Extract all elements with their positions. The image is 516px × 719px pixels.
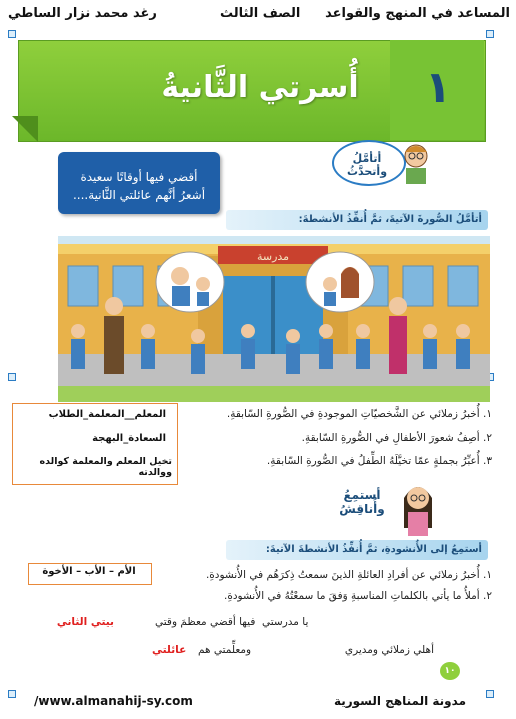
page-marker	[8, 690, 16, 698]
school-sign: مدرسة	[256, 250, 290, 263]
section-label-listen: أستمِعُ وأُناقِشُ	[339, 488, 385, 516]
school-scene-illustration	[58, 236, 490, 402]
lesson-title: أُسرتي الثَّانيةُ	[161, 70, 359, 105]
poem-text: يا مدرستي	[262, 616, 309, 628]
page-marker	[486, 30, 494, 38]
poem-answer: عائلتي	[152, 644, 187, 656]
list-item: ١. أُخبرُ زملائي عن أفرادِ العائلةِ الذينَ سمعتُ ذِكرَهُم في الأُنشودةِ.	[205, 569, 492, 581]
list-item: ٣. أُعبِّرُ بجملةٍ عمّا تخيَّلَهُ الطِّفلُ في الصُّورةِ السّابقةِ.	[266, 455, 492, 467]
girl-character-icon	[398, 478, 438, 536]
list-item: ٢. أصِفُ شعورَ الأطفالِ في الصُّورةِ السّابقةِ.	[301, 432, 492, 444]
page-number: ١٠	[440, 662, 460, 680]
instruction-text: أستمِعُ إلى الأُنشودةِ، ثمَّ أُنفِّذُ الأنشطةَ الآتيةَ:	[265, 544, 482, 555]
poem-text: ومعلِّمتي هم	[198, 644, 252, 656]
poem-text: فيها أقضي معظمَ وقتي	[155, 616, 256, 628]
boy-character-icon	[398, 140, 434, 184]
poem-answer: بيتي الثاني	[56, 616, 114, 628]
instruction-text: أتأمَّلُ الصُّورةَ الآتيةَ، ثمَّ أُنفِّذُ الأنشطةَ:	[298, 214, 482, 225]
answer-line: تخيل المعلم والمعلمة كوالده ووالدته	[39, 456, 172, 478]
footer-website[interactable]: /www.almanahij-sy.com	[34, 694, 193, 708]
page-marker	[8, 30, 16, 38]
answer-line: السعادة_البهجة	[92, 433, 166, 444]
intro-line-2: أشعرُ أنَّهم عائلتي الثَّانية....	[72, 188, 206, 202]
header-author: رغد محمد نزار الساطي	[8, 6, 157, 21]
header-grade: الصف الثالث	[220, 6, 301, 21]
intro-line-1: أقضي فيها أوقاتًا سعيدة	[80, 170, 198, 184]
list-item: ٢. أملأُ ما يأتي بالكلماتِ المناسبةِ وَفقَ ما سمعْتُهُ في الأُنشودةِ.	[224, 590, 492, 602]
answer-line: الأم – الأب – الأخوة	[42, 566, 136, 577]
section-label-observe: أتأمَّلُ وأتحدَّثُ	[346, 152, 388, 178]
banner-fold	[12, 116, 38, 142]
header-book-title: المساعد في المنهج والقواعد	[325, 6, 510, 21]
answer-line: المعلم__المعلمة_الطلاب	[48, 409, 166, 420]
lesson-number: ١	[424, 62, 452, 113]
footer-blog-name: مدونة المناهج السورية	[333, 694, 466, 708]
page-marker	[8, 373, 16, 381]
poem-text: أهلي زملائي ومديري	[344, 644, 434, 656]
page-marker	[486, 690, 494, 698]
list-item: ١. أُخبرُ زملائي عن الشَّخصيّاتِ الموجودةِ في الصُّورةِ السّابقةِ.	[226, 408, 492, 420]
